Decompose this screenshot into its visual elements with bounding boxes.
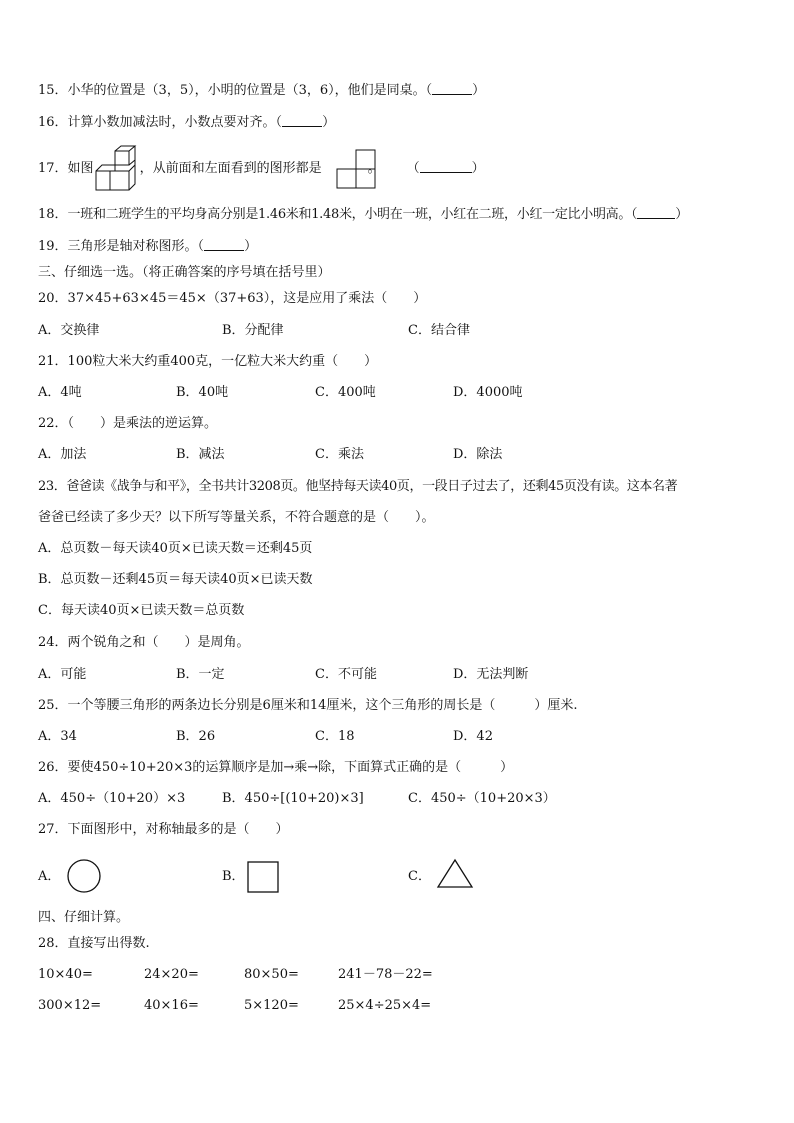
option-c[interactable]: C．450÷（10+20×3） xyxy=(408,791,556,806)
option-b[interactable]: B．减法 xyxy=(176,447,225,462)
question-19: 19．三角形是轴对称图形。（ ） xyxy=(38,239,258,254)
answer-blank[interactable] xyxy=(432,82,472,95)
question-number: 24． xyxy=(38,635,68,650)
option-b[interactable]: B．40吨 xyxy=(176,385,229,400)
calc-item: 241－78－22= xyxy=(338,967,433,982)
option-d[interactable]: D．42 xyxy=(453,729,493,744)
question-number: 27． xyxy=(38,822,68,837)
circle-shape[interactable] xyxy=(66,858,102,894)
option-b[interactable]: B．26 xyxy=(176,729,216,744)
question-20 xyxy=(38,290,426,308)
question-17: 17．如图 ，从前面和左面看到的图形都是 。 （ ） xyxy=(38,161,485,176)
question-26 xyxy=(38,759,513,777)
question-text: 一个等腰三角形的两条边长分别是6厘米和14厘米，这个三角形的周长是（ ）厘米. xyxy=(67,698,578,713)
option-a[interactable]: A． xyxy=(38,869,61,884)
option-c[interactable]: C．结合律 xyxy=(408,323,470,338)
question-text: 三角形是轴对称图形。（ xyxy=(67,239,205,254)
option-b[interactable]: B．分配律 xyxy=(222,323,284,338)
cube-stack-figure xyxy=(94,144,138,192)
question-text: 要使450÷10+20×3的运算顺序是加→乘→除，下面算式正确的是（ ） xyxy=(67,760,514,775)
option-c[interactable]: C．18 xyxy=(315,729,355,744)
question-text: 37×45+63×45＝45×（37+63），这是应用了乘法（ ） xyxy=(67,291,427,306)
question-number: 20． xyxy=(38,291,68,306)
question-15: 15．小华的位置是（3，5），小明的位置是（3，6），他们是同桌。（ ） xyxy=(38,83,486,98)
answer-blank[interactable] xyxy=(637,206,675,219)
question-number: 18． xyxy=(38,207,68,222)
option-d[interactable]: D．4000吨 xyxy=(453,385,523,400)
question-number: 22． xyxy=(38,416,68,431)
view-grid-figure xyxy=(336,148,378,190)
option-b[interactable]: B． xyxy=(222,869,245,884)
question-text: 下面图形中，对称轴最多的是（ ） xyxy=(67,822,289,837)
option-c[interactable]: C．400吨 xyxy=(315,385,376,400)
question-16: 16．计算小数加减法时，小数点要对齐。（ ） xyxy=(38,115,336,130)
calc-item: 5×120= xyxy=(244,998,299,1013)
question-text: 一班和二班学生的平均身高分别是1.46米和1.48米，小明在一班，小红在二班，小红一定比小明高。（ xyxy=(67,207,638,222)
option-c[interactable]: C．每天读40页×已读天数＝总页数 xyxy=(38,603,245,618)
calc-item: 25×4÷25×4= xyxy=(338,998,432,1013)
section-3-title: 三、仔细选一选。（将正确答案的序号填在括号里） xyxy=(38,265,331,280)
question-number: 26． xyxy=(38,760,68,775)
option-a[interactable]: A．总页数－每天读40页×已读天数＝还剩45页 xyxy=(38,541,313,556)
question-23-cont: 爸爸已经读了多少天？以下所写等量关系，不符合题意的是（ ）。 xyxy=(38,510,435,525)
question-24 xyxy=(38,634,250,652)
answer-blank[interactable] xyxy=(420,160,472,173)
calc-item: 10×40= xyxy=(38,967,93,982)
question-number: 21． xyxy=(38,354,68,369)
question-number: 23． xyxy=(38,479,67,494)
question-18: 18．一班和二班学生的平均身高分别是1.46米和1.48米，小明在一班，小红在二班，小红一定比小明高。（ ） xyxy=(38,207,689,222)
option-a[interactable]: A．34 xyxy=(38,729,77,744)
option-c[interactable]: C． xyxy=(408,869,431,884)
question-number: 15． xyxy=(38,83,68,98)
question-25 xyxy=(38,697,578,715)
question-number: 17． xyxy=(38,161,68,176)
question-text: 小华的位置是（3，5），小明的位置是（3，6），他们是同桌。（ xyxy=(67,83,433,98)
option-a[interactable]: A．4吨 xyxy=(38,385,82,400)
option-a[interactable]: A．交换律 xyxy=(38,323,100,338)
option-a[interactable]: A．450÷（10+20）×3 xyxy=(38,791,186,806)
question-28 xyxy=(38,935,150,953)
section-4-title: 四、仔细计算。 xyxy=(38,910,130,925)
question-text: 爸爸读《战争与和平》，全书共计3208页。他坚持每天读40页，一段日子过去了，还剩45页没有读。这本名著 xyxy=(66,479,678,494)
option-d[interactable]: D．无法判断 xyxy=(453,667,529,682)
option-b[interactable]: B．总页数－还剩45页＝每天读40页×已读天数 xyxy=(38,572,313,587)
calc-item: 300×12= xyxy=(38,998,102,1013)
answer-blank[interactable] xyxy=(282,114,322,127)
square-shape[interactable] xyxy=(246,860,280,894)
option-a[interactable]: A．加法 xyxy=(38,447,87,462)
calc-item: 24×20= xyxy=(144,967,199,982)
option-b[interactable]: B．450÷[(10+20)×3] xyxy=(222,791,364,806)
question-22 xyxy=(38,415,217,433)
option-b[interactable]: B．一定 xyxy=(176,667,225,682)
option-a[interactable]: A．可能 xyxy=(38,667,87,682)
question-23 xyxy=(38,478,677,496)
answer-blank[interactable] xyxy=(204,238,244,251)
question-number: 19． xyxy=(38,239,68,254)
question-text: 直接写出得数. xyxy=(67,936,150,951)
question-text: 计算小数加减法时，小数点要对齐。（ xyxy=(67,115,283,130)
option-c[interactable]: C．不可能 xyxy=(315,667,377,682)
option-d[interactable]: D．除法 xyxy=(453,447,503,462)
question-text: 100粒大米大约重400克，一亿粒大米大约重（ ） xyxy=(67,354,378,369)
option-c[interactable]: C．乘法 xyxy=(315,447,364,462)
question-text: （ ）是乘法的逆运算。 xyxy=(67,416,218,431)
calc-item: 40×16= xyxy=(144,998,199,1013)
question-text: 两个锐角之和（ ）是周角。 xyxy=(67,635,250,650)
question-number: 16． xyxy=(38,115,68,130)
question-27 xyxy=(38,821,289,839)
triangle-shape[interactable] xyxy=(436,858,474,890)
question-21 xyxy=(38,353,377,371)
calc-item: 80×50= xyxy=(244,967,299,982)
question-number: 28． xyxy=(38,936,68,951)
question-number: 25． xyxy=(38,698,68,713)
